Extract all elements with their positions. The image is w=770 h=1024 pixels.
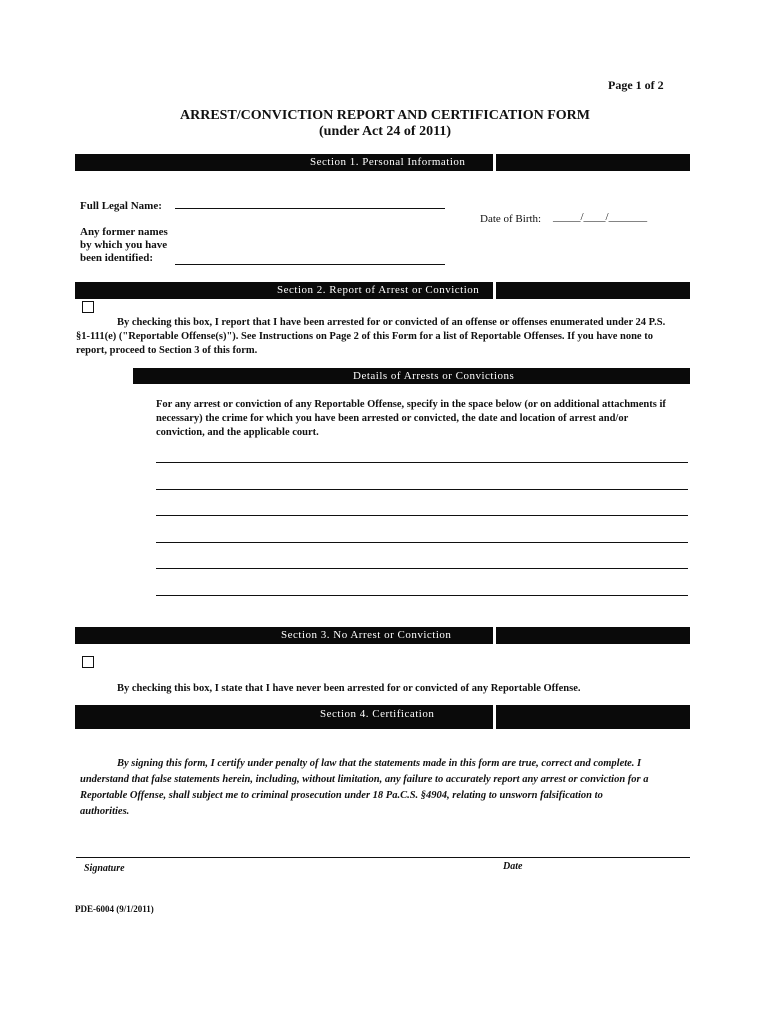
section2-statement-line3: report, proceed to Section 3 of this form.: [76, 345, 258, 356]
details-line[interactable]: [156, 568, 688, 569]
section3-header-bar: [75, 627, 690, 644]
section3-statement: By checking this box, I state that I have never been arrested for or convicted of any Reportable Offense.: [117, 683, 581, 694]
signature-line[interactable]: [76, 857, 690, 858]
section3-heading: Section 3. No Arrest or Conviction: [281, 629, 452, 641]
details-line[interactable]: [156, 462, 688, 463]
details-instructions-line2: necessary) the crime for which you have been arrested or convicted, the date and location of arrest and/or: [156, 413, 629, 424]
no-arrest-checkbox[interactable]: [82, 656, 94, 668]
dob-field[interactable]: _____/____/_______: [553, 211, 648, 223]
section2-header-bar: [75, 282, 690, 299]
details-header-bar: [133, 368, 690, 384]
former-names-label-line2: by which you have: [80, 239, 168, 251]
certification-line3: Reportable Offense, shall subject me to criminal prosecution under 18 Pa.C.S. §4904, relating to unsworn falsification to: [80, 790, 603, 801]
section2-statement-line2: §1-111(e) ("Reportable Offense(s)"). See Instructions on Page 2 of this Form for a list of Reportable Offenses. If you have none to: [76, 331, 653, 342]
details-instructions-line1: For any arrest or conviction of any Reportable Offense, specify in the space below (or on additional attachments if: [156, 399, 666, 410]
former-names-label-line3: been identified:: [80, 252, 154, 264]
certification-line4: authorities.: [80, 806, 130, 817]
signature-label: Signature: [84, 863, 125, 874]
dob-label: Date of Birth:: [480, 213, 542, 225]
report-offense-checkbox[interactable]: [82, 301, 94, 313]
certification-line2: understand that false statements herein, including, without limitation, any failure to accurately report any arrest or conviction for a: [80, 774, 649, 785]
details-line[interactable]: [156, 595, 688, 596]
details-instructions-line3: conviction, and the applicable court.: [156, 427, 319, 438]
details-line[interactable]: [156, 542, 688, 543]
certification-line1: By signing this form, I certify under penalty of law that the statements made in this form are true, correct and complete. I: [117, 758, 642, 769]
details-line[interactable]: [156, 515, 688, 516]
form-code: PDE-6004 (9/1/2011): [75, 904, 154, 914]
form-title: ARREST/CONVICTION REPORT AND CERTIFICATION FORM: [180, 108, 590, 123]
section4-header-bar: [75, 705, 690, 729]
date-label: Date: [503, 861, 523, 872]
section1-header-bar: [75, 154, 690, 171]
full-name-field[interactable]: [175, 208, 445, 209]
page-number: Page 1 of 2: [608, 78, 664, 92]
details-line[interactable]: [156, 489, 688, 490]
details-heading: Details of Arrests or Convictions: [353, 370, 515, 382]
full-name-label: Full Legal Name:: [80, 200, 162, 212]
former-names-field[interactable]: [175, 264, 445, 265]
section2-statement-line1: By checking this box, I report that I have been arrested for or convicted of an offense or offenses enumerated under 24 P.S.: [117, 317, 666, 328]
section1-heading: Section 1. Personal Information: [310, 156, 466, 168]
form-subtitle: (under Act 24 of 2011): [319, 124, 451, 139]
section2-heading: Section 2. Report of Arrest or Conviction: [277, 284, 480, 296]
former-names-label-line1: Any former names: [80, 226, 168, 238]
section4-heading: Section 4. Certification: [320, 708, 435, 720]
